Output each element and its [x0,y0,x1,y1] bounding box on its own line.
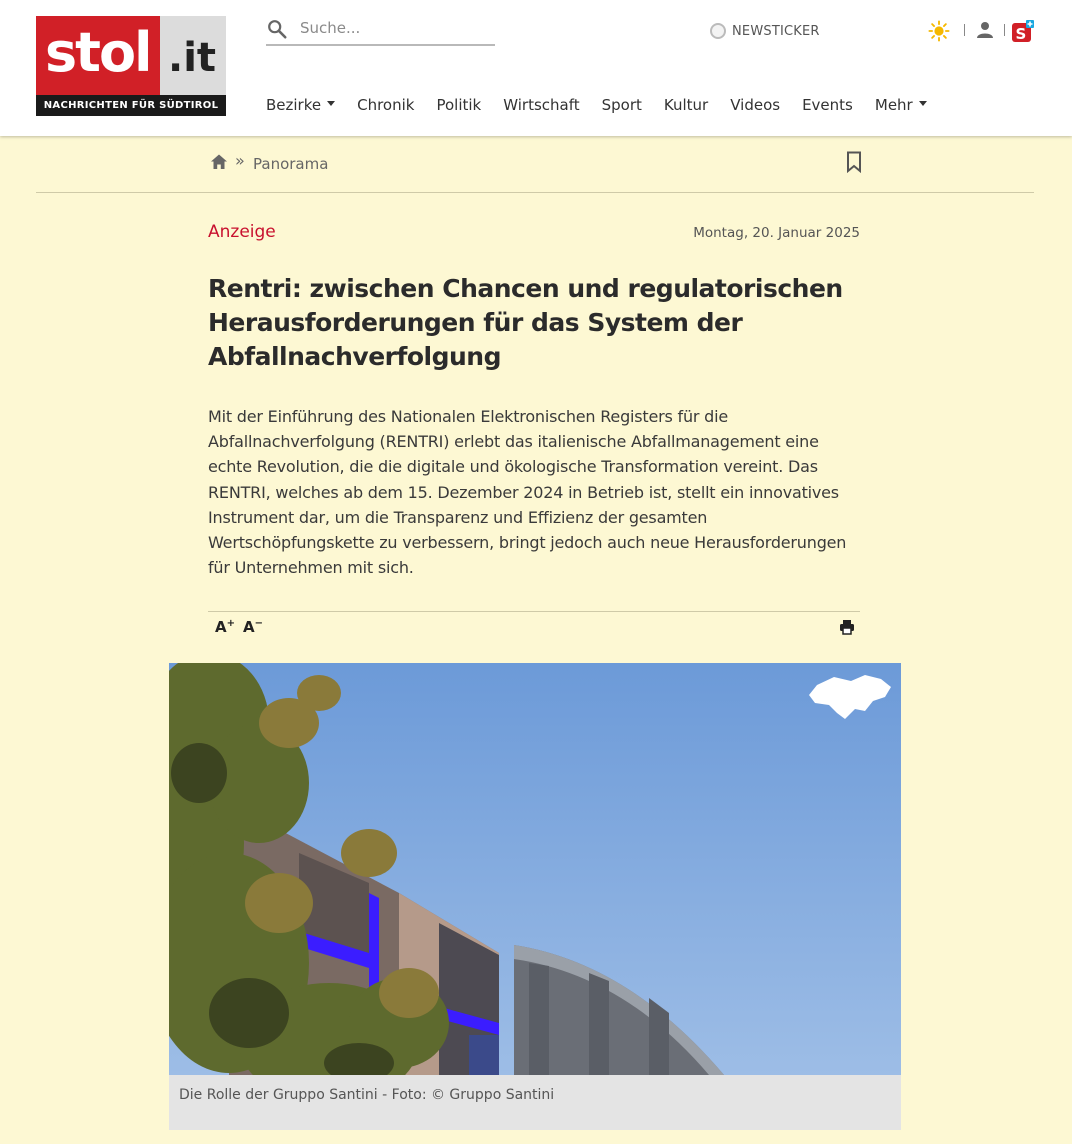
logo-tld: .it [168,35,217,81]
image-caption: Die Rolle der Gruppo Santini - Foto: © Gruppo Santini [179,1087,555,1103]
header-utility-icons [926,18,1038,44]
home-icon[interactable] [210,153,228,171]
breadcrumb-section-link[interactable]: Panorama [253,155,329,173]
article-tools [208,611,860,642]
search-bar [266,14,495,46]
sun-icon[interactable] [928,20,950,42]
breadcrumb-separator: » [235,151,245,170]
logo-tagline-bar [36,95,226,116]
print-icon[interactable] [839,619,855,635]
logo-red-block [36,16,160,95]
nav-item-kultur[interactable]: Kultur [663,96,709,114]
image-caption-box [169,1075,901,1130]
font-decrease-button[interactable]: A− [243,618,263,636]
clock-icon [710,23,726,39]
nav-item-wirtschaft[interactable]: Wirtschaft [503,96,580,114]
nav-item-sport[interactable]: Sport [601,96,642,114]
breadcrumb [36,137,1034,193]
caret-down-icon [919,101,927,106]
main-navigation [266,94,949,116]
bookmark-icon[interactable] [846,151,862,173]
logo-tagline: NACHRICHTEN FÜR SÜDTIROL [43,100,219,111]
font-increase-button[interactable]: A+ [215,618,235,636]
article-date: Montag, 20. Januar 2025 [693,225,860,241]
user-icon[interactable] [976,20,994,40]
search-icon[interactable] [266,18,288,40]
nav-item-events[interactable]: Events [802,96,853,114]
advertisement-tag: Anzeige [208,222,276,242]
divider [964,24,965,36]
svg-text:S: S [1015,25,1027,42]
divider [1004,24,1005,36]
article-headline: Rentri: zwischen Chancen und regulatorischen Herausforderungen für das System der Abfallnachverfolgung [208,274,843,371]
article-image[interactable] [169,663,901,1075]
stol-logo[interactable] [36,16,226,116]
newsticker-link[interactable] [710,20,820,42]
nav-item-mehr[interactable]: Mehr [875,94,927,116]
site-header [0,0,1072,136]
nav-item-videos[interactable]: Videos [730,96,781,114]
nav-item-politik[interactable]: Politik [436,96,482,114]
building-photo [169,663,901,1075]
search-input[interactable] [300,16,490,40]
nav-item-chronik[interactable]: Chronik [357,96,415,114]
article-lead: Mit der Einführung des Nationalen Elektronischen Registers für die Abfallnachverfolgung (RENTRI) erlebt das italienische Abfallmanagement eine echte Revolution, die die digitale und ökologische Transformation vereint. Das RENTRI, welches ab dem 15. Dezember 2024 in Betrieb ist, stellt ein innovatives Instrument dar, um die Transparenz und Effizienz der gesamten Wertschöpfungskette zu verbessern, bringt jedoch auch neue Herausforderungen für Unternehmen mit sich. [208,407,847,578]
newsticker-label: NEWSTICKER [732,23,820,39]
logo-grey-block [160,16,226,95]
nav-item-bezirke[interactable]: Bezirke [266,94,335,116]
caret-down-icon [327,101,335,106]
stol-plus-icon[interactable] [1012,20,1034,42]
logo-name: stol [45,21,151,84]
